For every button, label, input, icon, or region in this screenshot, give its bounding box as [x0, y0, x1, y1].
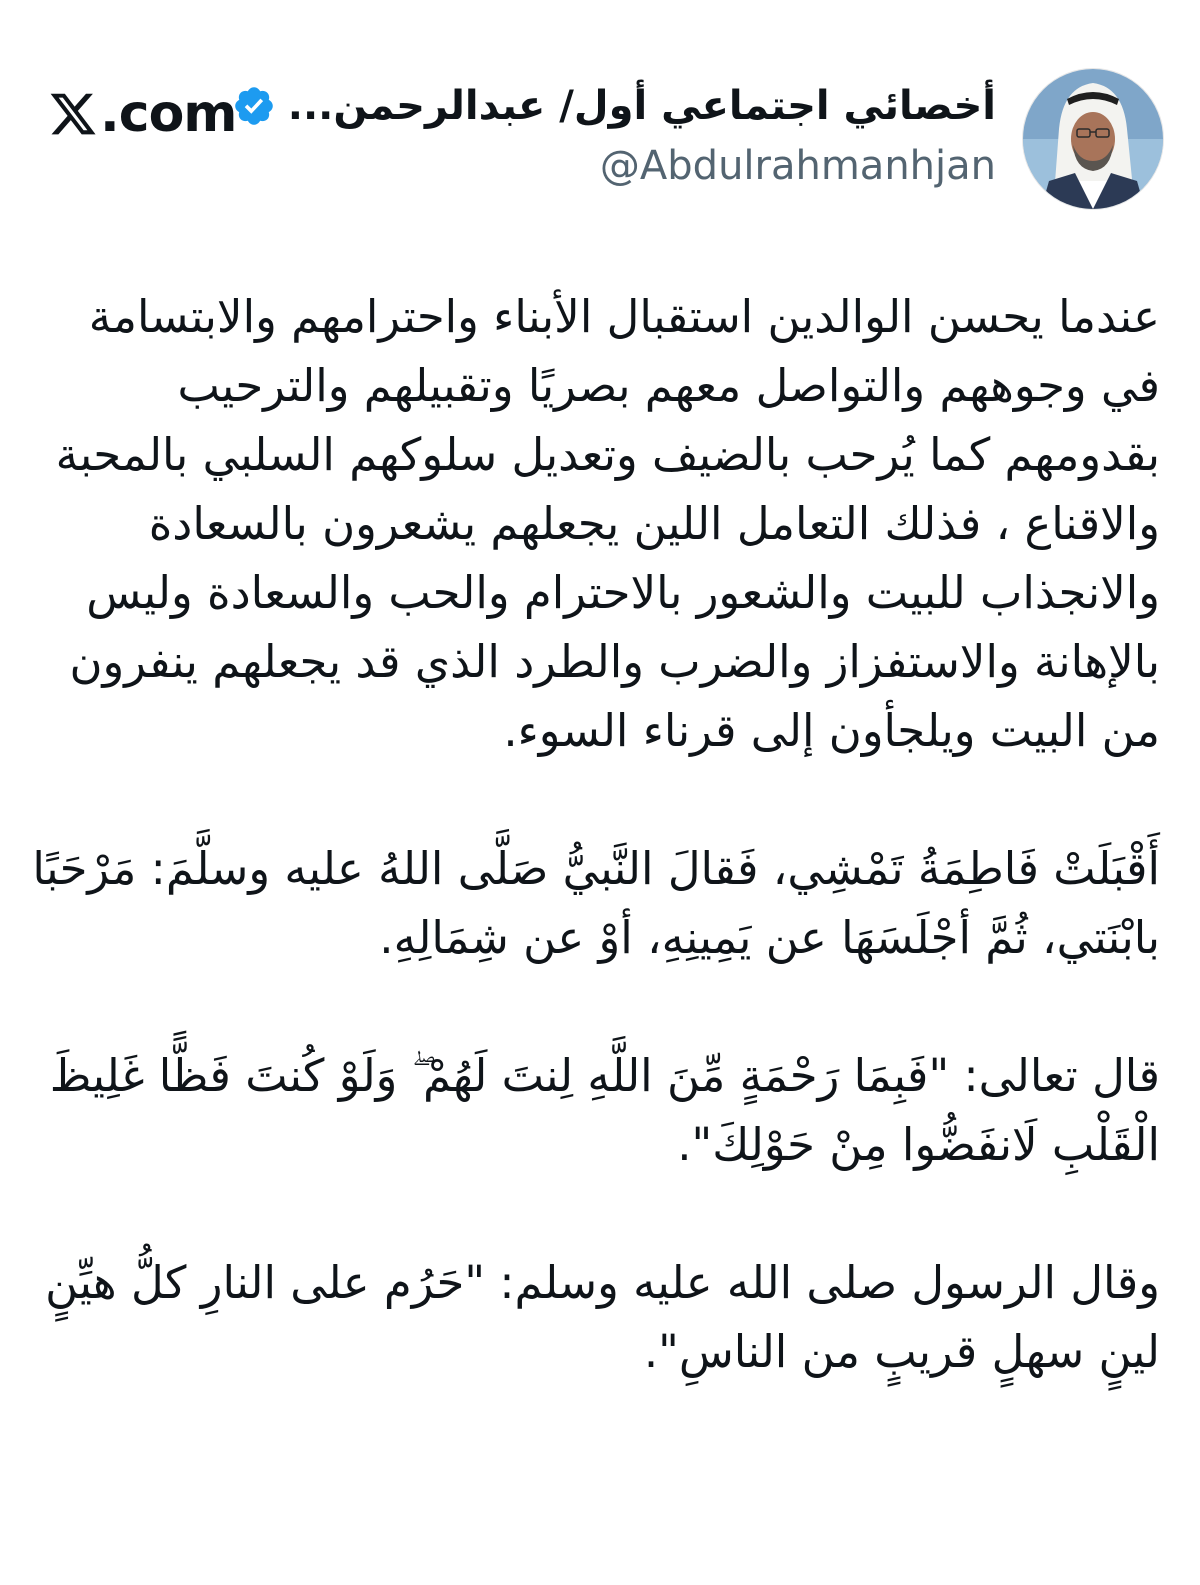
verified-badge-icon — [232, 84, 276, 128]
x-logo-icon — [48, 89, 98, 139]
tweet-paragraph: وقال الرسول صلى الله عليه وسلم: "حَرُم على النارِ كلُّ هيِّنٍ لينٍ سهلٍ قريبٍ من الناسِ". — [45, 1256, 1160, 1378]
brand-logo[interactable] — [48, 84, 237, 144]
author-name-row — [232, 80, 996, 132]
display-name[interactable]: أخصائي اجتماعي أول/ عبدالرحمن... — [287, 83, 996, 129]
profile-photo — [1023, 69, 1163, 209]
brand-domain: .com — [100, 84, 237, 144]
avatar[interactable] — [1022, 68, 1164, 210]
author-handle[interactable]: @Abdulrahmanhjan — [599, 143, 996, 189]
tweet-paragraph: أَقْبَلَتْ فَاطِمَةُ تَمْشِي، فَقالَ النَّبيُّ صَلَّى اللهُ عليه وسلَّمَ: مَرْحَبًا بابْنَتي، ثُمَّ أجْلَسَهَا عن يَمِينِهِ، أوْ عن شِمَالِهِ. — [32, 842, 1160, 964]
tweet-header — [40, 68, 1164, 212]
tweet-paragraph: عندما يحسن الوالدين استقبال الأبناء واحترامهم والابتسامة في وجوههم والتواصل معهم بصريًا وتقبيلهم والترحيب بقدومهم كما يُرحب بالضيف وتعديل سلوكهم السلبي بالمحبة والاقناع ، فذلك التعامل اللين يجعلهم يشعرون بالسعادة والانجذاب للبيت والشعور بالاحترام والحب والسعادة وليس بالإهانة والاستفزاز والضرب والطرد الذي قد يجعلهم ينفرون من البيت ويلجأون إلى قرناء السوء. — [55, 290, 1160, 757]
tweet-body — [26, 282, 1160, 1386]
author-block[interactable] — [232, 80, 996, 194]
tweet-paragraph: قال تعالى: "فَبِمَا رَحْمَةٍ مِّنَ اللَّهِ لِنتَ لَهُمْ ۖ وَلَوْ كُنتَ فَظًّا غَلِيظَ الْقَلْبِ لَانفَضُّوا مِنْ حَوْلِكَ". — [49, 1049, 1160, 1171]
